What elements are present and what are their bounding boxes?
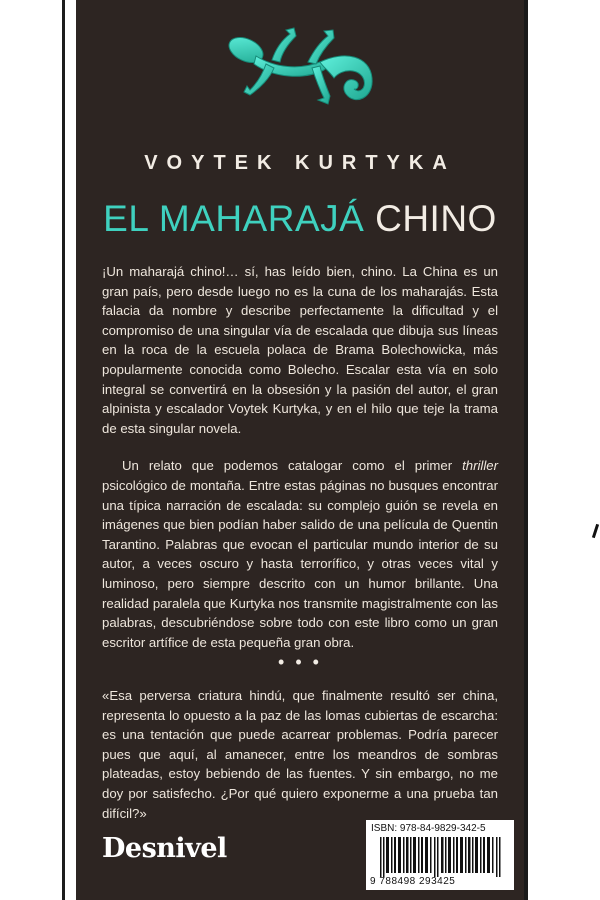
title-part-2: CHINO — [375, 198, 497, 239]
edge-mark — [592, 524, 599, 538]
synopsis — [102, 262, 498, 652]
paragraph-2-end: psicológico de montaña. Entre estas páginas no busques encontrar una típica narración de escalada: su complejo guión se revela en imágenes que bien podían haber salido de una película de Quentin Tarantino. Palabras que evocan el particular mundo interior de su autor, a veces oscuro y hasta terrorífico, y otras veces vital y luminoso, pero siempre descrito con un humor brillante. Una realidad paralela que Kurtyka nos transmite magistralmente con las palabras, descubriéndose sobre todo con este libro como un gran escritor artífice de esta pequeña gran obra. — [102, 477, 498, 650]
synopsis-paragraph-2 — [102, 456, 498, 652]
author-name: VOYTEK KURTYKA — [144, 152, 456, 174]
barcode-area — [366, 820, 514, 890]
right-border-line — [524, 0, 528, 900]
right-margin — [524, 0, 600, 900]
paragraph-2-italic: thriller — [462, 458, 498, 474]
synopsis-paragraph-1: ¡Un maharajá chino!… sí, has leído bien, chino. La China es un gran país, pero desde luego no es la cuna de los maharajás. Esta falacia da nombre y describe perfectamente la dificultad y el compromiso de una singular vía de escalada que dibuja sus líneas en la roca de la escuela polaca de Brama Bolechowicka, más popularmente conocida como Bolecho. Escalar esta vía en solo integral se convertirá en la obsesión y la pasión del autor, el gran alpinista y escalador Voytek Kurtyka, y en el hilo que teje la trama de esta singular novela. — [102, 264, 498, 436]
barcode-number: 9 788498 293425 — [370, 876, 456, 887]
isbn-label: ISBN: 978-84-9829-342-5 — [371, 823, 486, 834]
book-quote: «Esa perversa criatura hindú, que finalmente resultó ser china, representa lo opuesto a la paz de las lomas cubiertas de escarcha: es una tentación que puede acarrear problemas. Podría parecer pues que aquí, al amanecer, entre los meandros de sombras plateadas, estoy bebiendo de las fuentes. Y sin embargo, no me doy por satisfecho. ¿Por qué quiero exponerme a una prueba tan difícil?» — [102, 688, 498, 821]
gecko-icon — [220, 18, 390, 118]
title-part-1: EL MAHARAJÁ — [103, 198, 365, 239]
book-title — [76, 198, 524, 240]
left-border-line — [62, 0, 65, 900]
publisher-logo: Desnivel — [102, 833, 227, 864]
paragraph-2-start: Un relato que podemos catalogar como el primer — [122, 458, 463, 474]
barcode-icon — [380, 837, 502, 877]
left-margin — [0, 0, 66, 900]
section-separator: • • • — [278, 652, 322, 672]
